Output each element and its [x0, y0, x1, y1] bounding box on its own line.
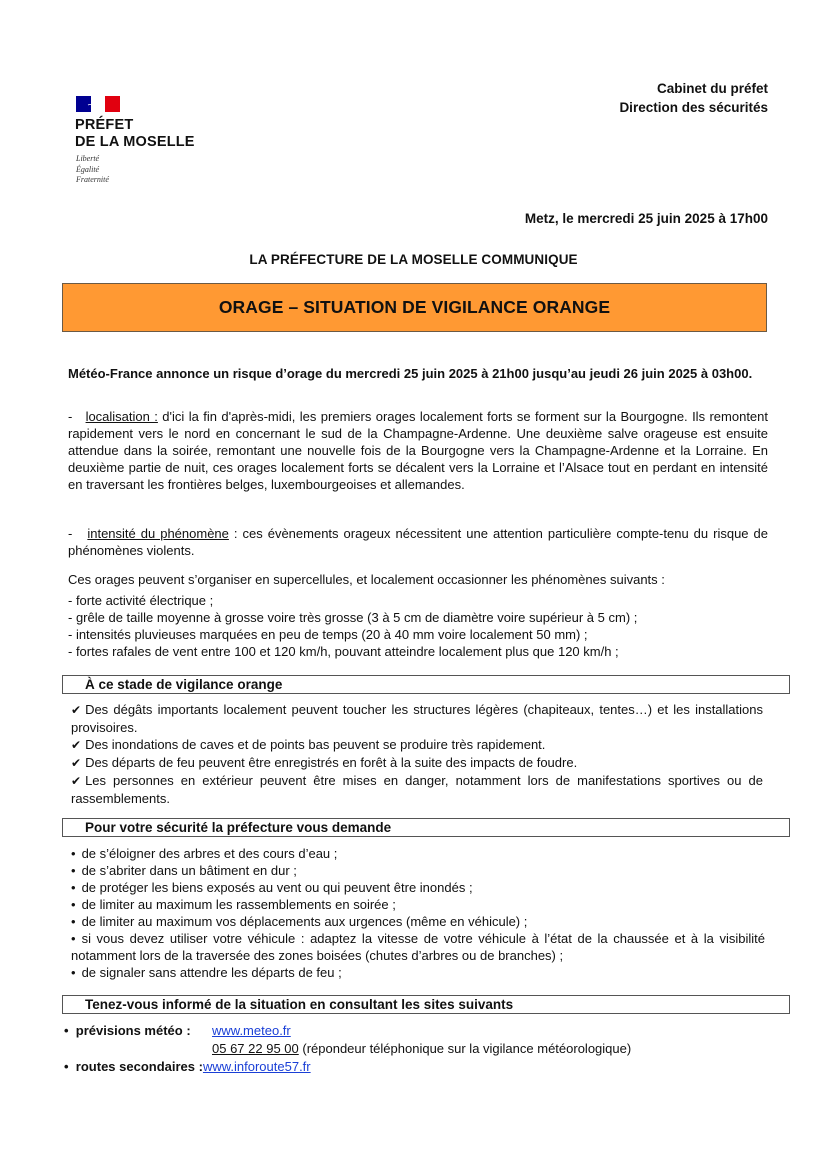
- bullet-icon: •: [64, 1059, 69, 1074]
- list-item: [71, 845, 765, 862]
- vigilance-checklist: [71, 701, 763, 807]
- list-item: [71, 896, 765, 913]
- motto-egalite: Égalité: [76, 164, 100, 174]
- list-item: - intensités pluvieuses marquées en peu de temps (20 à 40 mm voire localement 50 mm) ;: [68, 627, 588, 642]
- list-item: [71, 754, 763, 772]
- info-links: [64, 1022, 631, 1076]
- list-item-text: de signaler sans attendre les départs de feu ;: [81, 965, 342, 980]
- localisation-text: d'ici la fin d'après-midi, les premiers orages localement forts se forment sur la Bourgogne. Ils remontent rapidement vers le nord en concernant le sud de la Champagne-Ardenne. Une deuxième salve orageuse est ensuite attendue dans la soirée, remontant une nouvelle fois de la Bourgogne vers la Champagne-Ardenne et la Lorraine. En deuxième partie de nuit, ces orages localement forts se décalent vers la Lorraine et l’Alsace tout en perdant en intensité en traversant les frontières belges, luxembourgeoises et allemandes.: [68, 409, 769, 492]
- intensite-label: intensité du phénomène: [87, 526, 229, 541]
- service-direction: Direction des sécurités: [619, 100, 768, 115]
- list-item-text: de limiter au maximum les rassemblements en soirée ;: [81, 897, 396, 912]
- list-item-text: Des départs de feu peuvent être enregistrés en forêt à la suite des impacts de foudre.: [85, 755, 578, 770]
- list-item-text: Des inondations de caves et de points bas peuvent se produire très rapidement.: [85, 737, 546, 752]
- routes-label: [64, 1058, 203, 1076]
- bullet-icon: •: [71, 914, 76, 929]
- service-cabinet: Cabinet du préfet: [656, 81, 768, 96]
- meteo-phone-note: (répondeur téléphonique sur la vigilance météorologique): [298, 1041, 632, 1056]
- list-item-text: si vous devez utiliser votre véhicule : adaptez la vitesse de votre véhicule à l’état de la chaussée et à la visibilité notamment lors de la traversée des zones boisées (chutes d’arbres ou de branches) ;: [71, 931, 765, 963]
- localisation-label: localisation :: [85, 409, 158, 424]
- bullet-icon: •: [71, 846, 76, 861]
- list-item: - grêle de taille moyenne à grosse voire très grosse (3 à 5 cm de diamètre voire supérieur à 5 cm) ;: [68, 610, 638, 625]
- list-item: [71, 701, 763, 736]
- list-item: - forte activité électrique ;: [68, 593, 214, 608]
- list-item-text: de protéger les biens exposés au vent ou qui peuvent être inondés ;: [81, 880, 473, 895]
- phenomenes-intro: Ces orages peuvent s’organiser en supercellules, et localement occasionner les phénomènes suivants :: [68, 572, 665, 587]
- list-item: [71, 913, 765, 930]
- phone-row: [64, 1040, 631, 1058]
- section-heading-vigilance: À ce stade de vigilance orange: [62, 675, 790, 694]
- intensite-text: : ces évènements orageux nécessitent une attention particulière compte-tenu du risque de phénomènes violents.: [68, 526, 768, 558]
- meteo-row: [64, 1022, 631, 1040]
- meteo-label-text: prévisions météo :: [75, 1023, 191, 1038]
- list-item: [71, 772, 763, 807]
- dash-bullet: -: [68, 526, 73, 541]
- meteo-link[interactable]: www.meteo.fr: [212, 1023, 291, 1038]
- bullet-icon: •: [71, 965, 76, 980]
- dash-bullet: -: [68, 409, 73, 424]
- logo-motto: [76, 154, 109, 186]
- dateline: Metz, le mercredi 25 juin 2025 à 17h00: [524, 211, 768, 226]
- communique-heading: LA PRÉFECTURE DE LA MOSELLE COMMUNIQUE: [249, 252, 578, 267]
- list-item-text: de s’abriter dans un bâtiment en dur ;: [81, 863, 297, 878]
- checkmark-icon: ✔: [71, 738, 82, 752]
- logo-title: [75, 117, 195, 151]
- checkmark-icon: ✔: [71, 703, 82, 717]
- marianne-flag-icon: [76, 96, 120, 112]
- list-item-text: Les personnes en extérieur peuvent être mises en danger, notamment lors de manifestations sportives ou de rassemblements.: [71, 773, 763, 806]
- list-item: [71, 930, 765, 964]
- motto-liberte: Liberté: [76, 154, 100, 163]
- list-item-text: de s’éloigner des arbres et des cours d’eau ;: [81, 846, 338, 861]
- motto-fraternite: Fraternité: [76, 175, 109, 184]
- list-item: [71, 736, 763, 754]
- section-heading-info: Tenez-vous informé de la situation en consultant les sites suivants: [62, 995, 790, 1014]
- list-item-text: de limiter au maximum vos déplacements aux urgences (même en véhicule) ;: [81, 914, 528, 929]
- checkmark-icon: ✔: [71, 756, 82, 770]
- phenomenes-list: [68, 592, 768, 660]
- inforoute-link[interactable]: www.inforoute57.fr: [202, 1059, 311, 1074]
- routes-row: [64, 1058, 631, 1076]
- alert-title: ORAGE – SITUATION DE VIGILANCE ORANGE: [218, 297, 611, 317]
- spacer: [64, 1040, 212, 1058]
- logo-title-line2: DE LA MOSELLE: [75, 134, 195, 150]
- issuing-service: [619, 79, 768, 117]
- meteo-phone[interactable]: 05 67 22 95 00: [212, 1041, 299, 1056]
- section-heading-securite: Pour votre sécurité la préfecture vous demande: [62, 818, 790, 837]
- alert-banner: [62, 283, 767, 332]
- bullet-icon: •: [71, 931, 76, 946]
- list-item: [71, 964, 765, 981]
- securite-list: [71, 845, 765, 981]
- logo-title-line1: PRÉFET: [75, 117, 134, 133]
- list-item: [71, 862, 765, 879]
- list-item-text: Des dégâts importants localement peuvent toucher les structures légères (chapiteaux, tentes…) et les installations provisoires.: [71, 702, 763, 735]
- routes-label-text: routes secondaires :: [75, 1059, 203, 1074]
- list-item: [71, 879, 765, 896]
- intro-paragraph: Météo-France annonce un risque d’orage du mercredi 25 juin 2025 à 21h00 jusqu’au jeudi 26 juin 2025 à 03h00.: [68, 366, 753, 381]
- localisation-paragraph: [68, 408, 768, 493]
- meteo-label: [64, 1022, 212, 1040]
- bullet-icon: •: [64, 1023, 69, 1038]
- intensite-paragraph: [68, 525, 768, 559]
- list-item: - fortes rafales de vent entre 100 et 120 km/h, pouvant atteindre localement plus que 120 km/h ;: [68, 644, 619, 659]
- bullet-icon: •: [71, 897, 76, 912]
- bullet-icon: •: [71, 863, 76, 878]
- bullet-icon: •: [71, 880, 76, 895]
- checkmark-icon: ✔: [71, 774, 82, 788]
